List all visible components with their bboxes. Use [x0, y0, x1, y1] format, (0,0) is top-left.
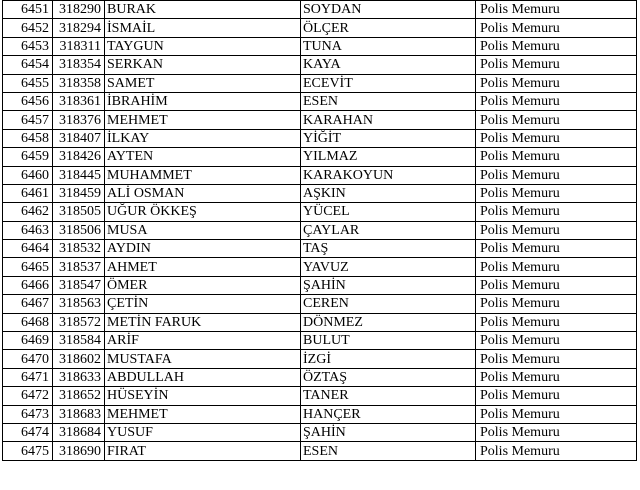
last-name-cell: KARAHAN — [301, 111, 476, 129]
registry-id-cell: 318376 — [53, 111, 105, 129]
personnel-table — [2, 0, 637, 461]
last-name-cell: KAYA — [301, 56, 476, 74]
row-number-cell: 6473 — [3, 405, 53, 423]
rank-title-cell: Polis Memuru — [476, 56, 637, 74]
last-name-cell: ÖZTAŞ — [301, 368, 476, 386]
registry-id-cell: 318602 — [53, 350, 105, 368]
table-row — [3, 221, 637, 239]
first-name-cell: TAYGUN — [105, 37, 301, 55]
row-number-cell: 6464 — [3, 240, 53, 258]
last-name-cell: ŞAHİN — [301, 276, 476, 294]
row-number-cell: 6468 — [3, 313, 53, 331]
first-name-cell: SERKAN — [105, 56, 301, 74]
table-row — [3, 350, 637, 368]
first-name-cell: AHMET — [105, 258, 301, 276]
first-name-cell: YUSUF — [105, 423, 301, 441]
row-number-cell: 6469 — [3, 332, 53, 350]
first-name-cell: BURAK — [105, 1, 301, 19]
row-number-cell: 6456 — [3, 92, 53, 110]
registry-id-cell: 318563 — [53, 295, 105, 313]
table-row — [3, 423, 637, 441]
first-name-cell: SAMET — [105, 74, 301, 92]
first-name-cell: ARİF — [105, 332, 301, 350]
table-row — [3, 442, 637, 460]
first-name-cell: ÇETİN — [105, 295, 301, 313]
row-number-cell: 6454 — [3, 56, 53, 74]
row-number-cell: 6455 — [3, 74, 53, 92]
row-number-cell: 6470 — [3, 350, 53, 368]
first-name-cell: ABDULLAH — [105, 368, 301, 386]
last-name-cell: SOYDAN — [301, 1, 476, 19]
row-number-cell: 6451 — [3, 1, 53, 19]
last-name-cell: CEREN — [301, 295, 476, 313]
row-number-cell: 6452 — [3, 19, 53, 37]
rank-title-cell: Polis Memuru — [476, 405, 637, 423]
table-row — [3, 313, 637, 331]
last-name-cell: ŞAHİN — [301, 423, 476, 441]
rank-title-cell: Polis Memuru — [476, 240, 637, 258]
registry-id-cell: 318537 — [53, 258, 105, 276]
registry-id-cell: 318311 — [53, 37, 105, 55]
table-row — [3, 203, 637, 221]
rank-title-cell: Polis Memuru — [476, 221, 637, 239]
table-row — [3, 368, 637, 386]
table-row — [3, 19, 637, 37]
row-number-cell: 6463 — [3, 221, 53, 239]
row-number-cell: 6459 — [3, 148, 53, 166]
first-name-cell: İSMAİL — [105, 19, 301, 37]
last-name-cell: YÜCEL — [301, 203, 476, 221]
rank-title-cell: Polis Memuru — [476, 295, 637, 313]
rank-title-cell: Polis Memuru — [476, 37, 637, 55]
last-name-cell: AŞKIN — [301, 184, 476, 202]
rank-title-cell: Polis Memuru — [476, 368, 637, 386]
last-name-cell: İZGİ — [301, 350, 476, 368]
table-row — [3, 276, 637, 294]
table-row — [3, 332, 637, 350]
row-number-cell: 6465 — [3, 258, 53, 276]
last-name-cell: ECEVİT — [301, 74, 476, 92]
table-row — [3, 240, 637, 258]
first-name-cell: ÖMER — [105, 276, 301, 294]
last-name-cell: ESEN — [301, 92, 476, 110]
row-number-cell: 6453 — [3, 37, 53, 55]
rank-title-cell: Polis Memuru — [476, 184, 637, 202]
rank-title-cell: Polis Memuru — [476, 387, 637, 405]
first-name-cell: AYDIN — [105, 240, 301, 258]
last-name-cell: TANER — [301, 387, 476, 405]
rank-title-cell: Polis Memuru — [476, 423, 637, 441]
rank-title-cell: Polis Memuru — [476, 111, 637, 129]
first-name-cell: UĞUR ÖKKEŞ — [105, 203, 301, 221]
row-number-cell: 6460 — [3, 166, 53, 184]
first-name-cell: İBRAHİM — [105, 92, 301, 110]
table-row — [3, 405, 637, 423]
last-name-cell: ÇAYLAR — [301, 221, 476, 239]
table-row — [3, 92, 637, 110]
table-row — [3, 1, 637, 19]
registry-id-cell: 318407 — [53, 129, 105, 147]
row-number-cell: 6472 — [3, 387, 53, 405]
row-number-cell: 6474 — [3, 423, 53, 441]
rank-title-cell: Polis Memuru — [476, 276, 637, 294]
rank-title-cell: Polis Memuru — [476, 19, 637, 37]
registry-id-cell: 318652 — [53, 387, 105, 405]
rank-title-cell: Polis Memuru — [476, 92, 637, 110]
rank-title-cell: Polis Memuru — [476, 203, 637, 221]
first-name-cell: AYTEN — [105, 148, 301, 166]
first-name-cell: HÜSEYİN — [105, 387, 301, 405]
rank-title-cell: Polis Memuru — [476, 258, 637, 276]
row-number-cell: 6457 — [3, 111, 53, 129]
row-number-cell: 6462 — [3, 203, 53, 221]
registry-id-cell: 318294 — [53, 19, 105, 37]
registry-id-cell: 318690 — [53, 442, 105, 460]
rank-title-cell: Polis Memuru — [476, 74, 637, 92]
table-row — [3, 184, 637, 202]
table-row — [3, 111, 637, 129]
last-name-cell: DÖNMEZ — [301, 313, 476, 331]
registry-id-cell: 318505 — [53, 203, 105, 221]
table-row — [3, 148, 637, 166]
row-number-cell: 6467 — [3, 295, 53, 313]
registry-id-cell: 318361 — [53, 92, 105, 110]
last-name-cell: ÖLÇER — [301, 19, 476, 37]
registry-id-cell: 318354 — [53, 56, 105, 74]
row-number-cell: 6466 — [3, 276, 53, 294]
last-name-cell: ESEN — [301, 442, 476, 460]
registry-id-cell: 318684 — [53, 423, 105, 441]
table-row — [3, 387, 637, 405]
registry-id-cell: 318683 — [53, 405, 105, 423]
row-number-cell: 6475 — [3, 442, 53, 460]
table-row — [3, 166, 637, 184]
first-name-cell: MUHAMMET — [105, 166, 301, 184]
registry-id-cell: 318445 — [53, 166, 105, 184]
registry-id-cell: 318572 — [53, 313, 105, 331]
table-row — [3, 258, 637, 276]
last-name-cell: KARAKOYUN — [301, 166, 476, 184]
first-name-cell: MEHMET — [105, 405, 301, 423]
registry-id-cell: 318459 — [53, 184, 105, 202]
registry-id-cell: 318633 — [53, 368, 105, 386]
registry-id-cell: 318290 — [53, 1, 105, 19]
rank-title-cell: Polis Memuru — [476, 148, 637, 166]
row-number-cell: 6461 — [3, 184, 53, 202]
rank-title-cell: Polis Memuru — [476, 129, 637, 147]
table-row — [3, 56, 637, 74]
last-name-cell: BULUT — [301, 332, 476, 350]
table-row — [3, 74, 637, 92]
first-name-cell: MUSA — [105, 221, 301, 239]
first-name-cell: MUSTAFA — [105, 350, 301, 368]
last-name-cell: TAŞ — [301, 240, 476, 258]
last-name-cell: YAVUZ — [301, 258, 476, 276]
registry-id-cell: 318506 — [53, 221, 105, 239]
first-name-cell: ALİ OSMAN — [105, 184, 301, 202]
last-name-cell: YILMAZ — [301, 148, 476, 166]
rank-title-cell: Polis Memuru — [476, 166, 637, 184]
rank-title-cell: Polis Memuru — [476, 442, 637, 460]
table-row — [3, 295, 637, 313]
last-name-cell: HANÇER — [301, 405, 476, 423]
first-name-cell: FIRAT — [105, 442, 301, 460]
table-row — [3, 129, 637, 147]
rank-title-cell: Polis Memuru — [476, 332, 637, 350]
first-name-cell: MEHMET — [105, 111, 301, 129]
row-number-cell: 6471 — [3, 368, 53, 386]
registry-id-cell: 318358 — [53, 74, 105, 92]
rank-title-cell: Polis Memuru — [476, 1, 637, 19]
rank-title-cell: Polis Memuru — [476, 313, 637, 331]
table-body — [3, 1, 637, 461]
first-name-cell: İLKAY — [105, 129, 301, 147]
last-name-cell: YİĞİT — [301, 129, 476, 147]
row-number-cell: 6458 — [3, 129, 53, 147]
first-name-cell: METİN FARUK — [105, 313, 301, 331]
last-name-cell: TUNA — [301, 37, 476, 55]
registry-id-cell: 318584 — [53, 332, 105, 350]
registry-id-cell: 318426 — [53, 148, 105, 166]
rank-title-cell: Polis Memuru — [476, 350, 637, 368]
registry-id-cell: 318532 — [53, 240, 105, 258]
registry-id-cell: 318547 — [53, 276, 105, 294]
table-row — [3, 37, 637, 55]
